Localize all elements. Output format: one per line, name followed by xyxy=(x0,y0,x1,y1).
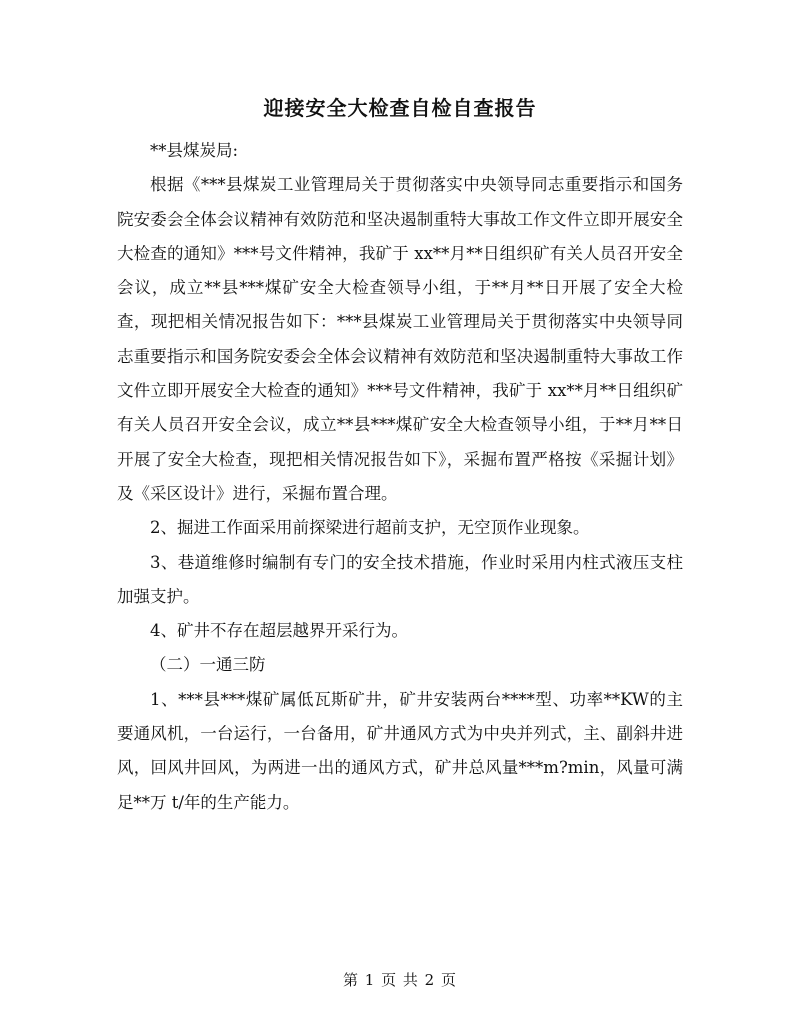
document-body xyxy=(117,134,683,820)
document-title: 迎接安全大检查自检自查报告 xyxy=(263,96,537,120)
body-paragraph: 3、巷道维修时编制有专门的安全技术措施，作业时采用内柱式液压支柱加强支护。 xyxy=(117,552,683,606)
section-heading: （二）一通三防 xyxy=(150,655,266,675)
body-paragraph: 1、***县***煤矿属低瓦斯矿井，矿井安装两台****型、功率**KW的主要通风机，一台运行，一台备用，矿井通风方式为中央并列式，主、副斜井进风，回风井回风，为两进一出的通风方式，矿井总风量***m?min，风量可满足**万 t/年的生产能力。 xyxy=(117,689,683,812)
body-paragraph: 2、掘进工作面采用前探梁进行超前支护，无空顶作业现象。 xyxy=(150,518,590,538)
page-number-footer: 第 1 页 共 2 页 xyxy=(343,971,457,989)
addressee-line: **县煤炭局: xyxy=(150,141,239,160)
body-paragraph: 根据《***县煤炭工业管理局关于贯彻落实中央领导同志重要指示和国务院安委会全体会议精神有效防范和坚决遏制重特大事故工作文件立即开展安全大检查的通知》***号文件精神，我矿于 xx**月**日组织矿有关人员召开安全会议，成立**县***煤矿安全大检查领导小组，于**月**日开展了安全大检查，现把相关情况报告如下：***县煤炭工业管理局关于贯彻落实中央领导同志重要指示和国务院安委会全体会议精神有效防范和坚决遏制重特大事故工作文件立即开展安全大检查的通知》***号文件精神，我矿于 xx**月**日组织矿有关人员召开安全会议，成立**县***煤矿安全大检查领导小组，于**月**日开展了安全大检查，现把相关情况报告如下》，采掘布置严格按《采掘计划》及《采区设计》进行，采掘布置合理。 xyxy=(117,175,683,503)
body-paragraph: 4、矿井不存在超层越界开采行为。 xyxy=(150,621,408,641)
